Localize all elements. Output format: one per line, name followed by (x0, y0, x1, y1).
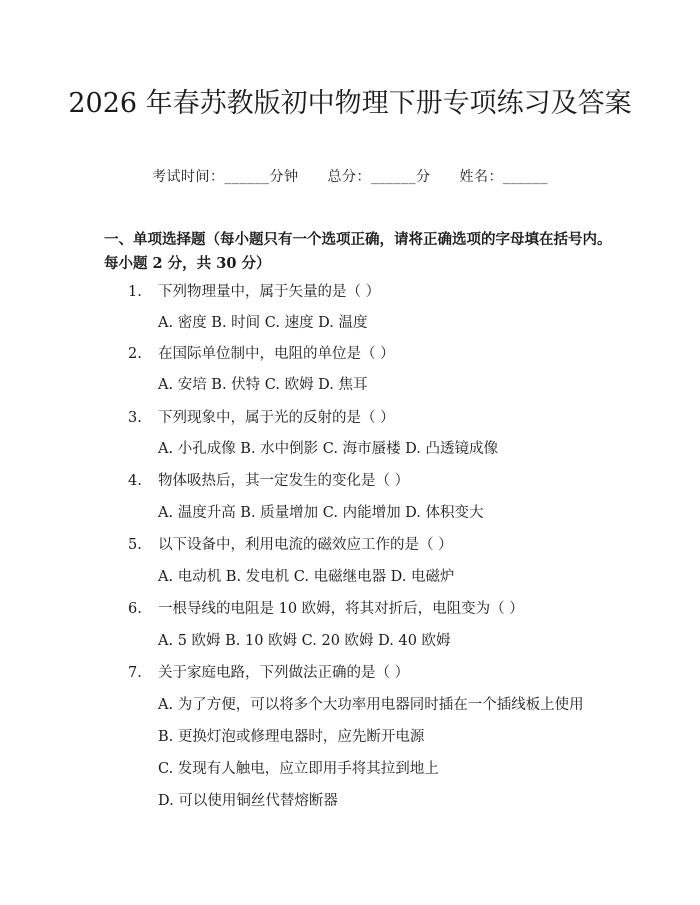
question-option-a: A. 为了方便，可以将多个大功率用电器同时插在一个插线板上使用 (158, 697, 584, 713)
question-number: 3. (128, 410, 142, 426)
question-number: 5. (128, 537, 142, 553)
question-options: A. 密度 B. 时间 C. 速度 D. 温度 (158, 315, 368, 331)
question-text: 以下设备中，利用电流的磁效应工作的是（ ） (158, 537, 453, 553)
question-options: A. 小孔成像 B. 水中倒影 C. 海市蜃楼 D. 凸透镜成像 (158, 441, 499, 457)
question-options: A. 5 欧姆 B. 10 欧姆 C. 20 欧姆 D. 40 欧姆 (158, 633, 451, 649)
section-heading: 一、单项选择题（每小题只有一个选项正确，请将正确选项的字母填在括号内。每小题 2 分，共 30 分） (104, 231, 612, 272)
question-option-c: C. 发现有人触电，应立即用手将其拉到地上 (158, 761, 439, 777)
question-number: 7. (128, 665, 142, 681)
student-name-field: 姓名：______ (459, 169, 548, 185)
question-number: 6. (128, 601, 142, 617)
question-text: 下列物理量中，属于矢量的是（ ） (158, 284, 381, 300)
question-number: 4. (128, 473, 142, 489)
exam-info-row (0, 166, 700, 186)
question-text: 一根导线的电阻是 10 欧姆，将其对折后，电阻变为（ ） (158, 601, 524, 617)
question-text: 物体吸热后，其一定发生的变化是（ ） (158, 473, 410, 489)
question-option-d: D. 可以使用铜丝代替熔断器 (158, 793, 338, 809)
question-number: 1. (128, 284, 142, 300)
question-options: A. 温度升高 B. 质量增加 C. 内能增加 D. 体积变大 (158, 505, 484, 521)
question-number: 2. (128, 346, 142, 362)
question-text: 关于家庭电路，下列做法正确的是（ ） (158, 665, 410, 681)
exam-time-field: 考试时间：______分钟 (152, 169, 299, 185)
total-score-field: 总分：______分 (327, 169, 431, 185)
question-text: 下列现象中，属于光的反射的是（ ） (158, 410, 395, 426)
question-options: A. 电动机 B. 发电机 C. 电磁继电器 D. 电磁炉 (158, 569, 455, 585)
question-options: A. 安培 B. 伏特 C. 欧姆 D. 焦耳 (158, 377, 368, 393)
question-option-b: B. 更换灯泡或修理电器时，应先断开电源 (158, 729, 425, 745)
document-title: 2026 年春苏教版初中物理下册专项练习及答案 (68, 88, 632, 119)
question-text: 在国际单位制中，电阻的单位是（ ） (158, 346, 395, 362)
